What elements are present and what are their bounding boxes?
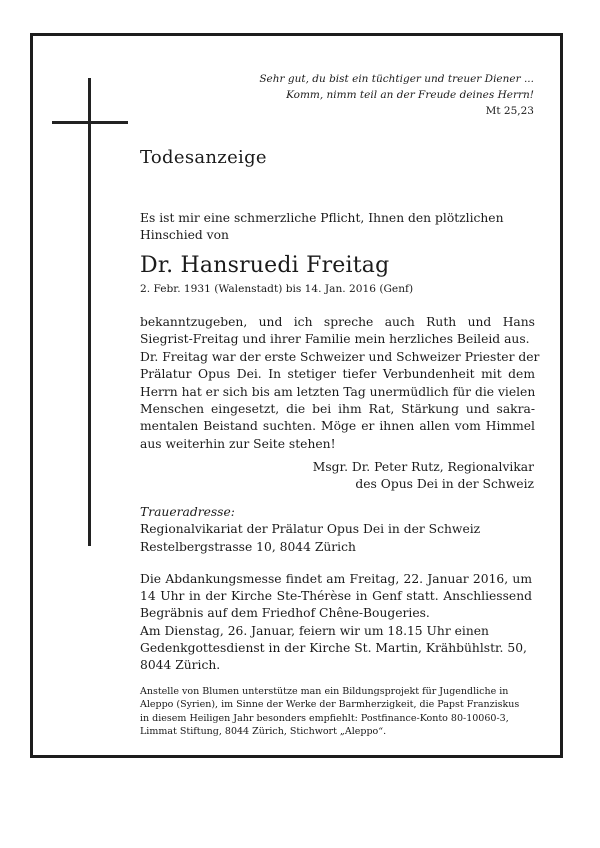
body-line: mentalen Beistand suchten. Möge er ihnen allen vom Himmel <box>140 419 535 434</box>
body-line: bekanntzugeben, und ich spreche auch Ruth und Hans <box>140 315 535 329</box>
mourning-address <box>140 504 480 556</box>
body-line: Siegrist-Freitag und ihrer Familie mein herzliches Beileid aus. <box>140 332 530 347</box>
donation-note <box>140 685 533 738</box>
intro-text <box>140 210 504 244</box>
funeral-details <box>140 571 532 674</box>
mass-line: 8044 Zürich. <box>140 658 221 673</box>
body-line: Herrn hat er sich bis am letzten Tag unermüdlich für die vielen <box>140 384 536 399</box>
mass-line: Die Abdankungsmesse findet am Freitag, 22. Januar 2016, um <box>140 572 532 586</box>
verse-line: Sehr gut, du bist ein tüchtiger und treuer Diener ... <box>259 73 534 85</box>
deceased-name: Dr. Hansruedi Freitag <box>140 253 390 278</box>
body-line: Prälatur Opus Dei. In stetiger tiefer Verbundenheit mit dem <box>140 367 535 382</box>
life-dates: 2. Febr. 1931 (Walenstadt) bis 14. Jan. 2016 (Genf) <box>140 283 414 295</box>
note-line: Limmat Stiftung, 8044 Zürich, Stichwort „Aleppo“. <box>140 725 387 737</box>
note-line: Anstelle von Blumen unterstütze man ein Bildungsprojekt für Jugendliche in <box>140 686 509 697</box>
bible-verse <box>259 71 534 119</box>
verse-reference: Mt 25,23 <box>485 105 534 117</box>
address-line: Restelbergstrasse 10, 8044 Zürich <box>140 539 356 554</box>
intro-line: Es ist mir eine schmerzliche Pflicht, Ihnen den plötzlichen <box>140 211 504 225</box>
body-line: aus weiterhin zur Seite stehen! <box>140 436 336 451</box>
note-line: in diesem Heiligen Jahr besonders empfiehlt: Postfinance-Konto 80-10060-3, <box>140 712 509 724</box>
intro-line: Hinschied von <box>140 228 229 242</box>
address-label: Traueradresse: <box>140 505 235 519</box>
page-title: Todesanzeige <box>140 147 267 168</box>
mass-line: Gedenkgottesdienst in der Kirche St. Martin, Krähbühlstr. 50, <box>140 640 527 655</box>
body-line: Dr. Freitag war der erste Schweizer und Schweizer Priester der <box>140 349 540 364</box>
cross-icon <box>88 78 91 546</box>
signature-line: Msgr. Dr. Peter Rutz, Regionalvikar <box>312 460 534 474</box>
body-line: Menschen eingesetzt, die bei ihm Rat, Stärkung und sakra- <box>140 402 535 417</box>
signature-line: des Opus Dei in der Schweiz <box>355 477 534 492</box>
mass-line: 14 Uhr in der Kirche Ste-Thérèse in Genf statt. Anschliessend <box>140 589 532 604</box>
announcement-body <box>140 314 540 453</box>
mass-line: Begräbnis auf dem Friedhof Chêne-Bougeries. <box>140 606 430 621</box>
cross-icon-crossbar <box>52 121 128 124</box>
signature <box>313 459 534 494</box>
address-line: Regionalvikariat der Prälatur Opus Dei in der Schweiz <box>140 522 481 537</box>
verse-line: Komm, nimm teil an der Freude deines Herrn! <box>286 89 534 101</box>
mass-line: Am Dienstag, 26. Januar, feiern wir um 18.15 Uhr einen <box>140 623 489 638</box>
note-line: Aleppo (Syrien), im Sinne der Werke der Barmherzigkeit, die Papst Franziskus <box>140 699 520 711</box>
